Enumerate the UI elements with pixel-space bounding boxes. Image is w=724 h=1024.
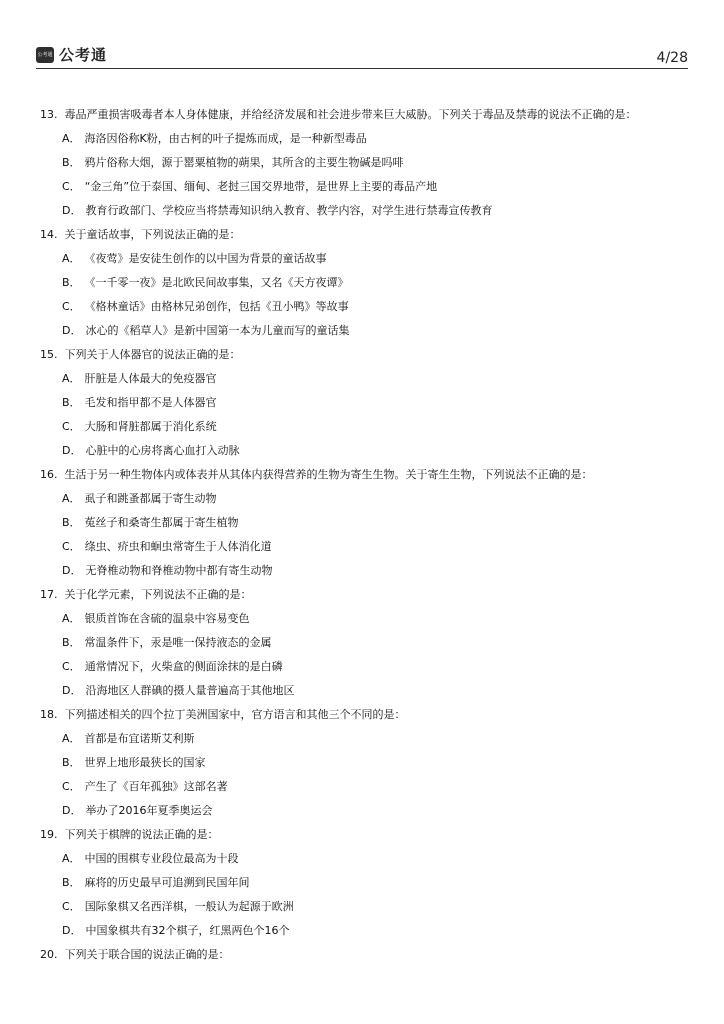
answer-option	[40, 202, 688, 226]
option-letter: C．	[62, 900, 81, 913]
option-text: 《一千零一夜》是北欧民间故事集，又名《天方夜谭》	[84, 276, 349, 289]
option-text: 产生了《百年孤独》这部名著	[84, 780, 228, 793]
question-number: 15.	[40, 348, 58, 361]
answer-option	[40, 850, 688, 874]
question-item	[40, 826, 688, 946]
answer-option	[40, 874, 688, 898]
question-number: 13.	[40, 108, 58, 121]
page-number: 4/28	[656, 50, 688, 66]
question-text: 关于童话故事，下列说法正确的是：	[64, 228, 241, 241]
question-title	[40, 826, 688, 850]
question-text: 下列关于棋牌的说法正确的是：	[64, 828, 219, 841]
option-letter: A．	[62, 372, 81, 385]
logo-badge-icon: 公考通	[36, 47, 54, 63]
option-letter: C．	[62, 300, 81, 313]
option-text: 通常情况下，火柴盒的侧面涂抹的是白磷	[84, 660, 283, 673]
option-text: 鸦片俗称大烟，源于罂粟植物的蒴果，其所含的主要生物碱是吗啡	[84, 156, 404, 169]
answer-option	[40, 922, 688, 946]
option-text: 虱子和跳蚤都属于寄生动物	[84, 492, 217, 505]
option-text: 首都是布宜诺斯艾利斯	[84, 732, 195, 745]
brand-logo	[36, 44, 107, 65]
answer-option	[40, 250, 688, 274]
answer-option	[40, 802, 688, 826]
answer-option	[40, 658, 688, 682]
option-letter: A．	[62, 252, 81, 265]
option-letter: A．	[62, 732, 81, 745]
question-item	[40, 586, 688, 706]
question-item	[40, 706, 688, 826]
option-text: 冰心的《稻草人》是新中国第一本为儿童而写的童话集	[85, 324, 350, 337]
option-text: 银质首饰在含硫的温泉中容易变色	[84, 612, 250, 625]
question-text: 毒品严重损害吸毒者本人身体健康，并给经济发展和社会进步带来巨大威胁。下列关于毒品及禁毒的说法不正确的是：	[64, 108, 637, 121]
option-letter: D．	[62, 324, 82, 337]
question-list	[40, 106, 688, 970]
option-text: 心脏中的心房将离心血打入动脉	[85, 444, 240, 457]
question-title	[40, 466, 688, 490]
answer-option	[40, 634, 688, 658]
answer-option	[40, 562, 688, 586]
option-letter: C．	[62, 420, 81, 433]
answer-option	[40, 610, 688, 634]
page-header	[36, 40, 688, 69]
logo-text: 公考通	[59, 46, 108, 64]
option-text: 菟丝子和桑寄生都属于寄生植物	[84, 516, 239, 529]
option-letter: D．	[62, 684, 82, 697]
option-text: 肝脏是人体最大的免疫器官	[84, 372, 217, 385]
answer-option	[40, 538, 688, 562]
answer-option	[40, 298, 688, 322]
question-text: 下列关于联合国的说法正确的是：	[64, 948, 230, 961]
question-number: 18.	[40, 708, 58, 721]
question-item	[40, 346, 688, 466]
option-text: 海洛因俗称K粉，由古柯的叶子提炼而成，是一种新型毒品	[84, 132, 367, 145]
answer-option	[40, 730, 688, 754]
answer-option	[40, 778, 688, 802]
option-text: 教育行政部门、学校应当将禁毒知识纳入教育、教学内容，对学生进行禁毒宣传教育	[85, 204, 493, 217]
option-letter: B．	[62, 156, 81, 169]
question-text: 关于化学元素，下列说法不正确的是：	[64, 588, 252, 601]
option-letter: C．	[62, 180, 81, 193]
option-letter: A．	[62, 612, 81, 625]
option-text: 《格林童话》由格林兄弟创作，包括《丑小鸭》等故事	[84, 300, 349, 313]
option-text: 中国象棋共有32个棋子，红黑两色个16个	[85, 924, 290, 937]
option-text: 《夜莺》是安徒生创作的以中国为背景的童话故事	[84, 252, 327, 265]
answer-option	[40, 514, 688, 538]
option-letter: C．	[62, 780, 81, 793]
question-title	[40, 586, 688, 610]
question-text: 下列关于人体器官的说法正确的是：	[64, 348, 241, 361]
question-text: 下列描述相关的四个拉丁美洲国家中，官方语言和其他三个不同的是：	[64, 708, 406, 721]
answer-option	[40, 154, 688, 178]
option-text: 世界上地形最狭长的国家	[84, 756, 206, 769]
answer-option	[40, 754, 688, 778]
question-number: 19.	[40, 828, 58, 841]
option-text: 麻将的历史最早可追溯到民国年间	[84, 876, 250, 889]
option-letter: C．	[62, 540, 81, 553]
option-letter: B．	[62, 276, 81, 289]
option-letter: D．	[62, 924, 82, 937]
question-number: 16.	[40, 468, 58, 481]
question-item	[40, 226, 688, 346]
option-text: 中国的围棋专业段位最高为十段	[84, 852, 239, 865]
option-letter: B．	[62, 756, 81, 769]
question-title	[40, 346, 688, 370]
option-text: 常温条件下，汞是唯一保持液态的金属	[84, 636, 272, 649]
question-item	[40, 946, 688, 970]
option-letter: A．	[62, 132, 81, 145]
option-letter: B．	[62, 876, 81, 889]
option-text: 举办了2016年夏季奥运会	[85, 804, 213, 817]
question-text: 生活于另一种生物体内或体表并从其体内获得营养的生物为寄生生物。关于寄生生物，下列说法不正确的是：	[64, 468, 593, 481]
answer-option	[40, 394, 688, 418]
option-text: 沿海地区人群碘的摄人量普遍高于其他地区	[85, 684, 295, 697]
question-title	[40, 946, 688, 970]
option-letter: B．	[62, 396, 81, 409]
question-number: 14.	[40, 228, 58, 241]
answer-option	[40, 370, 688, 394]
option-text: 无脊椎动物和脊椎动物中都有寄生动物	[85, 564, 273, 577]
option-letter: A．	[62, 852, 81, 865]
option-letter: A．	[62, 492, 81, 505]
option-text: 绦虫、疥虫和蛔虫常寄生于人体消化道	[84, 540, 272, 553]
question-title	[40, 706, 688, 730]
question-number: 20.	[40, 948, 58, 961]
option-letter: D．	[62, 804, 82, 817]
question-title	[40, 226, 688, 250]
answer-option	[40, 442, 688, 466]
answer-option	[40, 418, 688, 442]
option-letter: C．	[62, 660, 81, 673]
answer-option	[40, 274, 688, 298]
option-letter: D．	[62, 204, 82, 217]
option-text: 国际象棋又名西洋棋，一般认为起源于欧洲	[84, 900, 294, 913]
option-letter: D．	[62, 564, 82, 577]
option-text: 大肠和肾脏都属于消化系统	[84, 420, 217, 433]
question-item	[40, 106, 688, 226]
answer-option	[40, 322, 688, 346]
question-title	[40, 106, 688, 130]
option-letter: B．	[62, 636, 81, 649]
answer-option	[40, 178, 688, 202]
option-letter: B．	[62, 516, 81, 529]
answer-option	[40, 130, 688, 154]
question-item	[40, 466, 688, 586]
answer-option	[40, 490, 688, 514]
option-letter: D．	[62, 444, 82, 457]
answer-option	[40, 898, 688, 922]
option-text: 毛发和指甲都不是人体器官	[84, 396, 217, 409]
question-number: 17.	[40, 588, 58, 601]
answer-option	[40, 682, 688, 706]
option-text: “金三角”位于泰国、缅甸、老挝三国交界地带，是世界上主要的毒品产地	[84, 180, 438, 193]
